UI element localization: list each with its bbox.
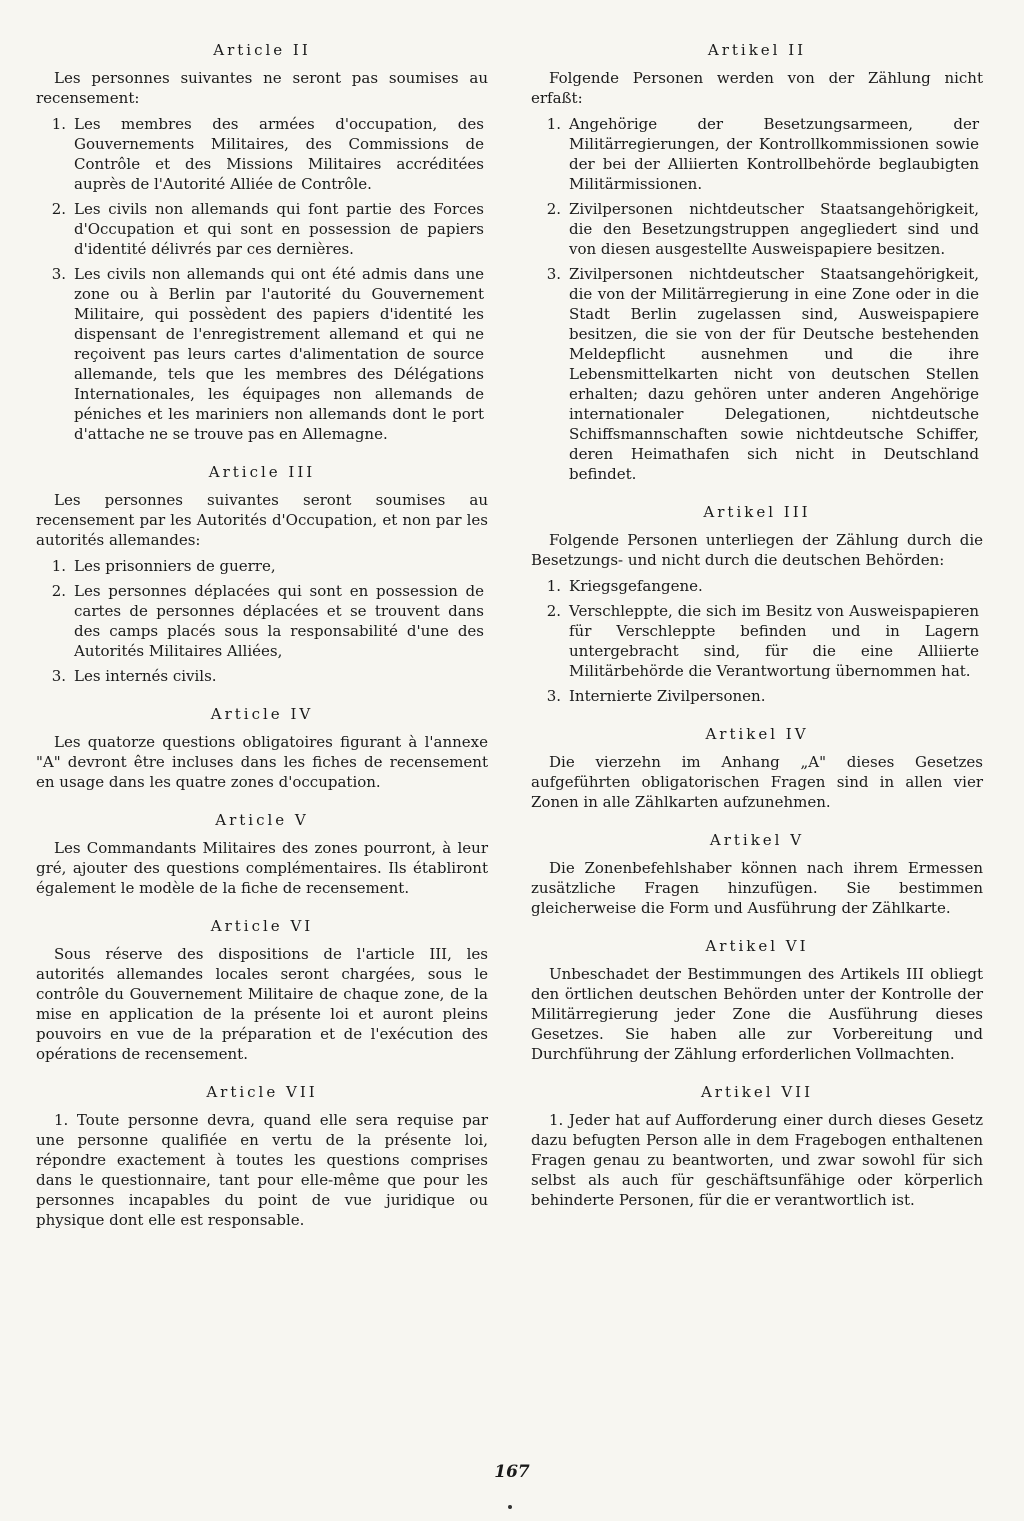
article-6-de (531, 936, 983, 1064)
article-text: Die Zonenbefehlshaber können nach ihrem Ermessen zusätzliche Fragen hinzufügen. Sie bestimmen gleicherweise die Form und Ausführung der Zählkarte. (531, 859, 983, 917)
list-item (531, 199, 983, 259)
article-4-fr (36, 704, 488, 792)
article-heading: Article IV (210, 705, 314, 723)
print-dot (508, 1505, 512, 1509)
item-text: Les civils non allemands qui ont été admis dans une zone ou à Berlin par l'autorité du Gouvernement Militaire, qui possèdent des papiers d'identité les dispensant de l'enregistrement allemand et qui ne reçoivent pas leurs cartes d'alimentation de source allemande, tels que les membres des Délégations Internationales, les équipages non allemands de péniches et les mariniers non allemands dont le port d'attache ne se trouve pas en Allemagne. (74, 265, 484, 443)
article-2-fr (36, 40, 488, 444)
item-number: 3. (546, 687, 561, 705)
article-6-fr (36, 916, 488, 1064)
list-item (36, 114, 488, 194)
article-items (531, 114, 983, 484)
list-item (36, 556, 488, 576)
article-text: 1. Toute personne devra, quand elle sera requise par une personne qualifiée en vertu de la présente loi, répondre exactement à toutes les questions comprises dans le questionnaire, tant pour elle-même que pour les personnes incapables du point de vue juridique ou physique dont elle est responsable. (36, 1111, 488, 1229)
article-4-de (531, 724, 983, 812)
article-items (531, 576, 983, 706)
article-5-de (531, 830, 983, 918)
article-7-de (531, 1082, 983, 1210)
french-column (36, 30, 488, 1248)
article-2-de (531, 40, 983, 484)
article-heading: Article VI (210, 917, 314, 935)
item-number: 1. (51, 557, 66, 575)
article-heading: Artikel V (709, 831, 805, 849)
article-text: Sous réserve des dispositions de l'article III, les autorités allemandes locales seront chargées, sous le contrôle du Gouvernement Militaire de chaque zone, de la mise en application de la présente loi et auront pleins pouvoirs en vue de la préparation et de l'exécution des opérations de recensement. (36, 945, 488, 1063)
article-intro: Les personnes suivantes ne seront pas soumises au recensement: (36, 69, 488, 107)
article-intro: Folgende Personen werden von der Zählung nicht erfaßt: (531, 69, 983, 107)
article-text: Les Commandants Militaires des zones pourront, à leur gré, ajouter des questions complémentaires. Ils établiront également le modèle de la fiche de recensement. (36, 839, 488, 897)
item-number: 1. (51, 115, 66, 133)
item-number: 2. (51, 200, 66, 218)
item-number: 2. (546, 602, 561, 620)
article-items (36, 556, 488, 686)
item-text: Zivilpersonen nichtdeutscher Staatsangehörigkeit, die von der Militärregierung in eine Zone oder in die Stadt Berlin zugelassen sind, Ausweispapiere besitzen, die sie von der für Deutsche bestehenden Meldepflicht ausnehmen und die ihre Lebensmittelkarten nicht von deutschen Stellen erhalten; dazu gehören unter anderen Angehörige internationaler Delegationen, nichtdeutsche Schiffsmannschaften sowie nichtdeutsche Schiffer, deren Heimathafen sich nicht in Deutschland befindet. (569, 265, 979, 483)
article-3-fr (36, 462, 488, 686)
article-3-de (531, 502, 983, 706)
german-column (531, 30, 983, 1228)
article-heading: Article II (213, 41, 311, 59)
article-5-fr (36, 810, 488, 898)
list-item (36, 581, 488, 661)
article-items (36, 114, 488, 444)
item-text: Kriegsgefangene. (569, 577, 703, 595)
list-item (531, 576, 983, 596)
item-number: 2. (546, 200, 561, 218)
item-number: 1. (546, 577, 561, 595)
item-number: 3. (51, 265, 66, 283)
article-heading: Artikel VII (700, 1083, 814, 1101)
item-number: 3. (51, 667, 66, 685)
article-heading: Article V (215, 811, 309, 829)
list-item (531, 114, 983, 194)
item-text: Les personnes déplacées qui sont en possession de cartes de personnes déplacées et se trouvent dans des camps placés sous la responsabilité d'une des Autorités Militaires Alliées, (74, 582, 484, 660)
item-text: Les civils non allemands qui font partie des Forces d'Occupation et qui sont en possession de papiers d'identité délivrés par ces dernières. (74, 200, 484, 258)
page-number: 167 (494, 1462, 530, 1482)
item-text: Les prisonniers de guerre, (74, 557, 276, 575)
item-text: Internierte Zivilpersonen. (569, 687, 766, 705)
article-heading: Artikel III (703, 503, 811, 521)
article-text: Die vierzehn im Anhang „A" dieses Gesetzes aufgeführten obligatorischen Fragen sind in allen vier Zonen in alle Zählkarten aufzunehmen. (531, 753, 983, 811)
list-item (531, 601, 983, 681)
article-text: Les quatorze questions obligatoires figurant à l'annexe "A" devront être incluses dans les fiches de recensement en usage dans les quatre zones d'occupation. (36, 733, 488, 791)
item-number: 1. (546, 115, 561, 133)
item-text: Verschleppte, die sich im Besitz von Ausweispapieren für Verschleppte befinden und in Lagern untergebracht sind, für die eine Alliierte Militärbehörde die Verantwortung übernommen hat. (569, 602, 979, 680)
list-item (531, 686, 983, 706)
item-text: Angehörige der Besetzungsarmeen, der Militärregierungen, der Kontrollkommissionen sowie der bei der Alliierten Kontrollbehörde beglaubigten Militärmissionen. (569, 115, 979, 193)
article-heading: Article III (208, 463, 316, 481)
list-item (36, 264, 488, 444)
item-text: Les internés civils. (74, 667, 217, 685)
article-text: Unbeschadet der Bestimmungen des Artikels III obliegt den örtlichen deutschen Behörden unter der Kontrolle der Militärregierung jeder Zone die Ausführung dieses Gesetzes. Sie haben alle zur Vorbereitung und Durchführung der Zählung erforderlichen Vollmachten. (531, 965, 983, 1063)
list-item (531, 264, 983, 484)
article-7-fr (36, 1082, 488, 1230)
item-number: 3. (546, 265, 561, 283)
article-intro: Folgende Personen unterliegen der Zählung durch die Besetzungs- und nicht durch die deutschen Behörden: (531, 531, 983, 569)
article-intro: Les personnes suivantes seront soumises au recensement par les Autorités d'Occupation, et non par les autorités allemandes: (36, 491, 488, 549)
article-heading: Article VII (206, 1083, 318, 1101)
list-item (36, 666, 488, 686)
item-text: Zivilpersonen nichtdeutscher Staatsangehörigkeit, die den Besetzungstruppen angegliedert sind und von diesen ausgestellte Ausweispapiere besitzen. (569, 200, 979, 258)
item-text: Les membres des armées d'occupation, des Gouvernements Militaires, des Commissions de Contrôle et des Missions Militaires accréditées auprès de l'Autorité Alliée de Contrôle. (74, 115, 484, 193)
article-heading: Artikel II (707, 41, 807, 59)
article-text: 1. Jeder hat auf Aufforderung einer durch dieses Gesetz dazu befugten Person alle in dem Fragebogen enthaltenen Fragen genau zu beantworten, und zwar sowohl für sich selbst als auch für geschäftsunfähige oder körperlich behinderte Personen, für die er verantwortlich ist. (531, 1111, 983, 1209)
item-number: 2. (51, 582, 66, 600)
article-heading: Artikel IV (705, 725, 809, 743)
list-item (36, 199, 488, 259)
article-heading: Artikel VI (705, 937, 809, 955)
